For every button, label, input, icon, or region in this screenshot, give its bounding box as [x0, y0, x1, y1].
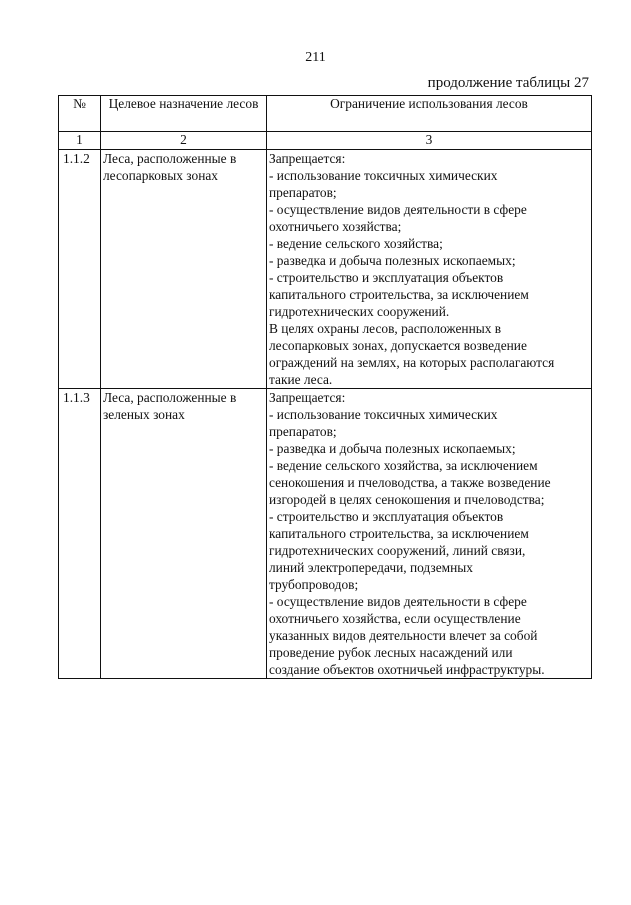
- table-caption: продолжение таблицы 27: [427, 75, 589, 91]
- purpose-line: Леса, расположенные в: [103, 390, 237, 405]
- row-purpose: [101, 389, 267, 679]
- restriction-line: гидротехнических сооружений, линий связи,: [269, 543, 526, 558]
- restriction-line: препаратов;: [269, 185, 337, 200]
- restriction-line: трубопроводов;: [269, 577, 359, 592]
- restriction-line: - строительство и эксплуатация объектов: [269, 509, 504, 524]
- restriction-line: В целях охраны лесов, расположенных в: [269, 321, 502, 336]
- restriction-line: - разведка и добыча полезных ископаемых;: [269, 253, 516, 268]
- restriction-line: создание объектов охотничьей инфраструктуры.: [269, 662, 545, 677]
- restriction-line: - ведение сельского хозяйства, за исключением: [269, 458, 538, 473]
- page-number: 211: [305, 50, 326, 65]
- purpose-line: зеленых зонах: [103, 407, 185, 422]
- restriction-line: Запрещается:: [269, 151, 346, 166]
- restriction-line: сенокошения и пчеловодства, а также возведение: [269, 475, 551, 490]
- restriction-line: - разведка и добыча полезных ископаемых;: [269, 441, 516, 456]
- row-restrictions: [267, 150, 592, 389]
- restriction-line: лесопарковых зонах, допускается возведение: [269, 338, 527, 353]
- purpose-line: лесопарковых зонах: [103, 168, 218, 183]
- restriction-line: - ведение сельского хозяйства;: [269, 236, 443, 251]
- purpose-line: Леса, расположенные в: [103, 151, 237, 166]
- column-number-3: 3: [267, 132, 592, 150]
- restriction-line: изгородей в целях сенокошения и пчеловодства;: [269, 492, 545, 507]
- column-number-2: 2: [101, 132, 267, 150]
- restriction-line: охотничьего хозяйства;: [269, 219, 402, 234]
- restriction-line: линий электропередачи, подземных: [269, 560, 473, 575]
- restrictions-table: [58, 95, 592, 679]
- restriction-line: проведение рубок лесных насаждений или: [269, 645, 513, 660]
- row-purpose: [101, 150, 267, 389]
- restriction-line: такие леса.: [269, 372, 333, 387]
- restriction-line: - строительство и эксплуатация объектов: [269, 270, 504, 285]
- header-number: №: [59, 96, 101, 132]
- restriction-line: - осуществление видов деятельности в сфере: [269, 202, 527, 217]
- table-header-row: [59, 96, 592, 132]
- restriction-line: гидротехнических сооружений.: [269, 304, 450, 319]
- row-id: 1.1.2: [59, 150, 101, 389]
- restriction-line: указанных видов деятельности влечет за собой: [269, 628, 538, 643]
- row-id: 1.1.3: [59, 389, 101, 679]
- restriction-line: капитального строительства, за исключением: [269, 526, 529, 541]
- row-restrictions: [267, 389, 592, 679]
- restriction-line: ограждений на землях, на которых располагаются: [269, 355, 555, 370]
- column-number-1: 1: [59, 132, 101, 150]
- restriction-line: капитального строительства, за исключением: [269, 287, 529, 302]
- header-restrictions: Ограничение использования лесов: [267, 96, 592, 132]
- restriction-line: препаратов;: [269, 424, 337, 439]
- table-row: [59, 389, 592, 679]
- restriction-line: - использование токсичных химических: [269, 168, 498, 183]
- table-row: [59, 150, 592, 389]
- restriction-line: - использование токсичных химических: [269, 407, 498, 422]
- column-number-row: [59, 132, 592, 150]
- restriction-line: - осуществление видов деятельности в сфере: [269, 594, 527, 609]
- restriction-line: охотничьего хозяйства, если осуществление: [269, 611, 521, 626]
- restriction-line: Запрещается:: [269, 390, 346, 405]
- header-purpose: Целевое назначение лесов: [101, 96, 267, 132]
